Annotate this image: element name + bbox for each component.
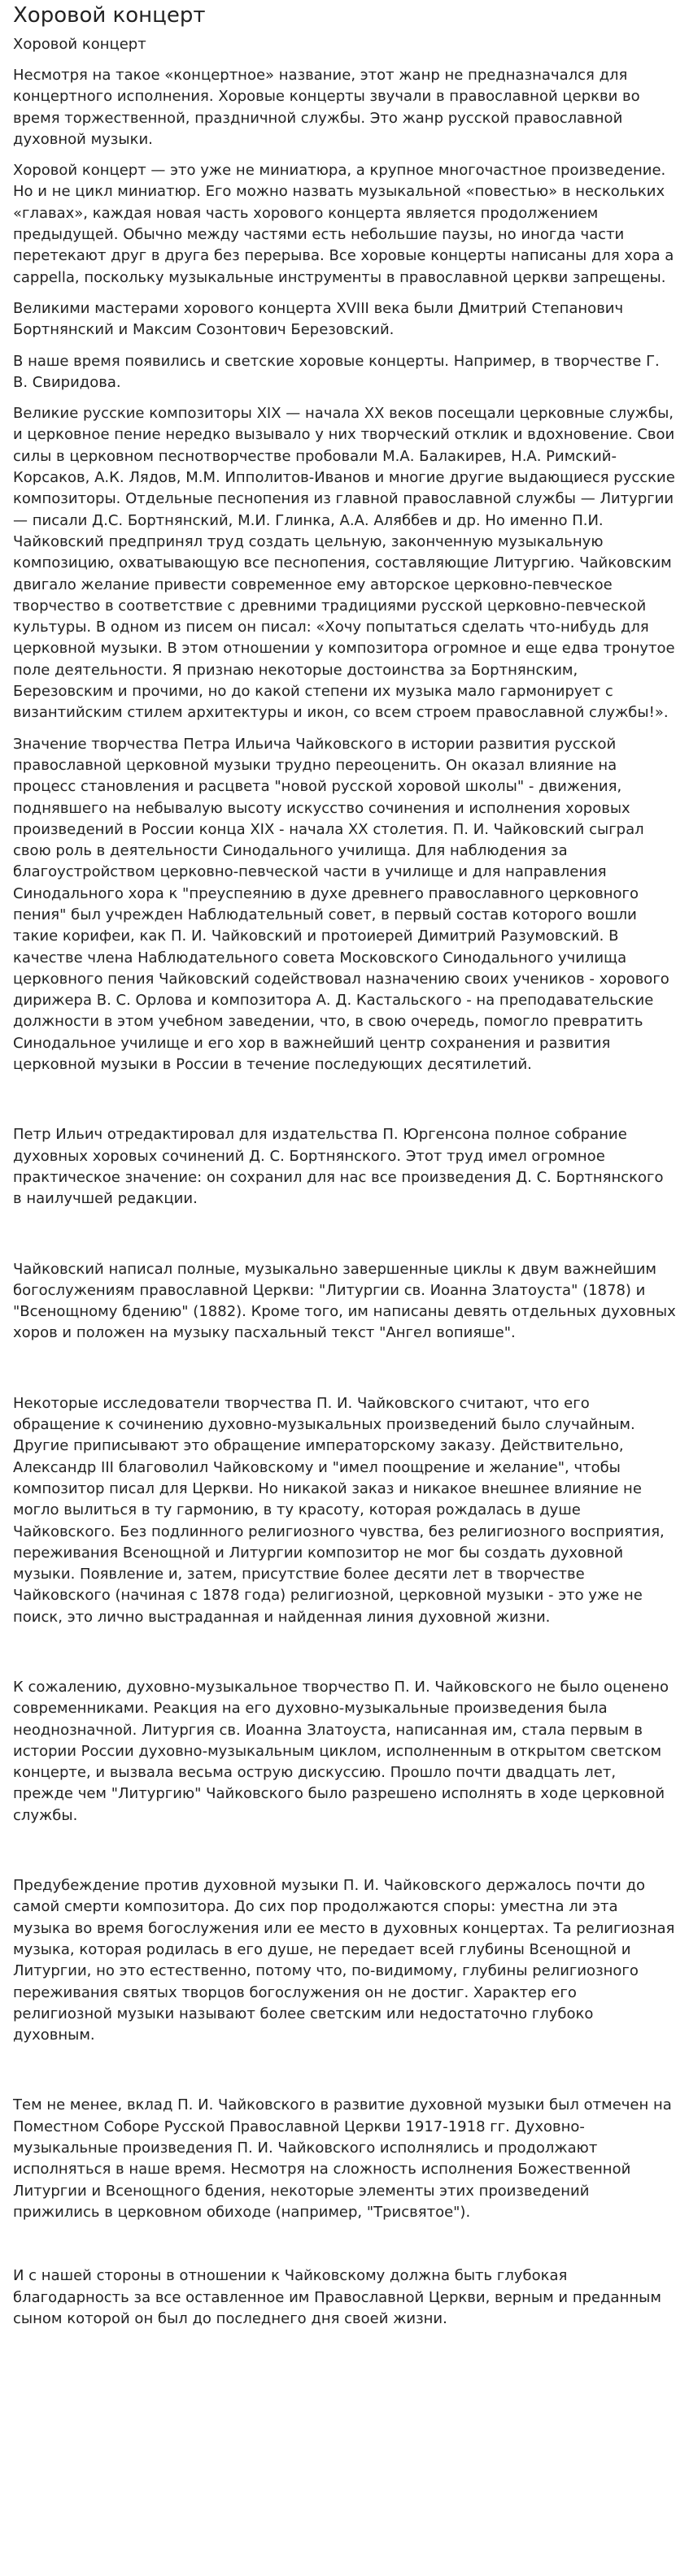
- spacer: [13, 1354, 676, 1393]
- paragraph-3: Великими мастерами хорового концерта XVIII века были Дмитрий Степанович Бортнянский и Максим Созонтович Березовский.: [13, 299, 624, 339]
- paragraph-2: Хоровой концерт — это уже не миниатюра, а крупное многочастное произведение. Но и не цикл миниатюр. Его можно назвать музыкальной «повестью» в нескольких «главах», каждая новая часть хорового концерта является продолжением предыдущей. Обычно между частями есть небольшие паузы, но иногда части перетекают друг в друга без перерыва. Все хоровые концерты написаны для хора a cappella, поскольку музыкальные инструменты в православной церкви запрещены.: [13, 162, 674, 286]
- paragraph-4: В наше время появились и светские хоровые концерты. Например, в творчестве Г. В. Свиридова.: [13, 352, 660, 391]
- paragraph-9: Некоторые исследователи творчества П. И. Чайковского считают, что его обращение к сочинению духовно-музыкальных произведений было случайным. Другие приписывают это обращение императорскому заказу. Действительно, Александр III благоволил Чайковскому и "имел поощрение и желание", чтобы композитор писал для Церкви. Но никакой заказ и никакое внешнее влияние не могло вылиться в ту гармонию, в ту красоту, которая рождалась в душе Чайковского. Без подлинного религиозного чувства, без религиозного восприятия, переживания Всенощной и Литургии композитор не мог бы создать духовной музыки. Появление и, затем, присутствие более десяти лет в творчестве Чайковского (начиная с 1878 года) религиозной, церковной музыки - это уже не поиск, это лично выстраданная и найденная линия духовной жизни.: [13, 1394, 665, 1626]
- paragraph-8: Чайковский написал полные, музыкально завершенные циклы к двум важнейшим богослужениям православной Церкви: "Литургии св. Иоанна Златоуста" (1878) и "Всенощному бдению" (1882). Кроме того, им написаны девять отдельных духовных хоров и положен на музыку пасхальный текст "Ангел вопияше".: [13, 1260, 676, 1342]
- spacer: [13, 1085, 676, 1124]
- spacer: [13, 2233, 676, 2265]
- spacer: [13, 1836, 676, 1875]
- paragraph-10: К сожалению, духовно-музыкальное творчество П. И. Чайковского не было оценено современниками. Реакция на его духовно-музыкальные произведения была неоднозначной. Литургия св. Иоанна Златоуста, написанная им, стала первым в истории России духовно-музыкальным циклом, исполненным в открытом светском концерте, и вызвала весьма острую дискуссию. Прошло почти двадцать лет, прежде чем "Литургию" Чайковского было разрешено исполнять в ходе церковной службы.: [13, 1679, 669, 1824]
- paragraph-7: Петр Ильич отредактировал для издательства П. Юргенсона полное собрание духовных хоровых сочинений Д. С. Бортнянского. Этот труд имел огромное практическое значение: он сохранил для нас все произведения Д. С. Бортнянского в наилучшей редакции.: [13, 1126, 664, 1208]
- page-subtitle: Хоровой концерт: [13, 36, 146, 53]
- paragraph-5: Великие русские композиторы XIX — начала XX веков посещали церковные службы, и церковное пение нередко вызывало у них творческий отклик и вдохновение. Свои силы в церковном песнотворчестве пробовали М.А. Балакирев, Н.А. Римский-Корсаков, А.К. Лядов, М.М. Ипполитов-Иванов и многие другие выдающиеся русские композиторы. Отдельные песнопения из главной православной службы — Литургии — писали Д.С. Бортнянский, М.И. Глинка, А.А. Аляббев и др. Но именно П.И. Чайковский предпринял труд создать цельную, законченную музыкальную композицию, охватывающую все песнопения, составляющие Литургию. Чайковским двигало желание привести современное ему авторское церковно-певческое творчество в соответствие с древними традициями русской церковно-певческой культуры. В одном из писем он писал: «Хочу попытаться сделать что-нибудь для церковной музыки. В этом отношении у композитора огромное и еще едва тронутое поле деятельности. Я признаю некоторые достоинства за Бортнянским, Березовским и прочими, но до какой степени их музыка мало гармонирует с византийским стилем архитектуры и икон, со всем строем православной службы!».: [13, 405, 675, 722]
- spacer: [13, 2056, 676, 2095]
- spacer: [13, 1638, 676, 1677]
- page-title: Хоровой концерт: [13, 3, 206, 28]
- paragraph-13: И с нашей стороны в отношении к Чайковскому должна быть глубокая благодарность за все оставленное им Православной Церкви, верным и преданным сыном которой он был до последнего дня своей жизни.: [13, 2267, 661, 2327]
- paragraph-11: Предубеждение против духовной музыки П. И. Чайковского держалось почти до самой смерти композитора. До сих пор продолжаются споры: уместна ли эта музыка во время богослужения или ее место в духовных концертах. Та религиозная музыка, которая родилась в его душе, не передает всей глубины Всенощной и Литургии, но это естественно, потому что, по-видимому, глубины религиозного переживания святых творцов богослужения он не достиг. Характер его религиозной музыки называют более светским или недостаточно глубоко духовным.: [13, 1877, 675, 2044]
- paragraph-6: Значение творчества Петра Ильича Чайковского в истории развития русской православной церковной музыки трудно переоценить. Он оказал влияние на процесс становления и расцвета "новой русской хоровой школы" - движения, поднявшего на небывалую высоту искусство сочинения и исполнения хоровых произведений в России конца XIX - начала XX столетия. П. И. Чайковский сыграл свою роль в деятельности Синодального училища. Для наблюдения за благоустройством церковно-певческой части в училище и для направления Синодального хора к "преуспеянию в духе древнего православного церковного пения" был учрежден Наблюдательный совет, в первый состав которого вошли такие корифеи, как П. И. Чайковский и протоиерей Димитрий Разумовский. В качестве члена Наблюдательного совета Московского Синодального училища церковного пения Чайковский содействовал назначению своих учеников - хорового дирижера В. С. Орлова и композитора А. Д. Кастальского - на преподавательские должности в этом учебном заведении, что, в свою очередь, помогло превратить Синодальное училище и его хор в важнейший центр сохранения и развития церковной музыки в России в течение последующих десятилетий.: [13, 735, 669, 1074]
- paragraph-1: Несмотря на такое «концертное» название, этот жанр не предназначался для концертного исполнения. Хоровые концерты звучали в православной церкви во время торжественной, праздничной службы. Это жанр русской православной духовной музыки.: [13, 67, 640, 148]
- paragraph-12: Тем не менее, вклад П. И. Чайковского в развитие духовной музыки был отмечен на Поместном Соборе Русской Православной Церкви 1917-1918 гг. Духовно-музыкальные произведения П. И. Чайковского исполнялись и продолжают исполняться в наше время. Несмотря на сложность исполнения Божественной Литургии и Всенощного бдения, некоторые элементы этих произведений прижились в церковном обиходе (например, "Трисвятое").: [13, 2096, 672, 2221]
- spacer: [13, 1220, 676, 1259]
